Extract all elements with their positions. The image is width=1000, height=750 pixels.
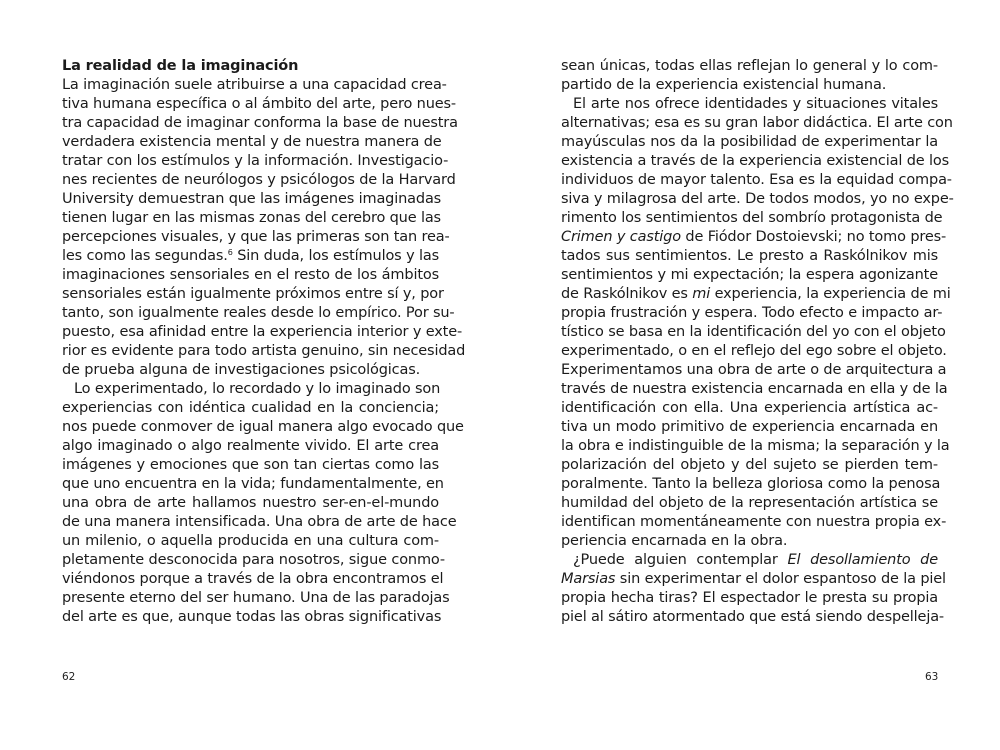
text-line bbox=[561, 190, 954, 209]
text-line bbox=[62, 342, 466, 361]
text-line bbox=[62, 209, 439, 228]
text-line bbox=[561, 285, 951, 304]
text-run: tra capacidad de imaginar conforma la base de nuestra bbox=[62, 115, 458, 131]
text-line bbox=[561, 494, 938, 513]
text-run: del arte es que, aunque todas las obras significativas bbox=[62, 609, 442, 625]
text-line bbox=[62, 76, 447, 95]
text-run: Sin duda, los estímulos y las bbox=[232, 248, 440, 264]
text-run: Lo experimentado, lo recordado y lo imaginado son bbox=[74, 381, 441, 397]
text-line bbox=[561, 57, 938, 76]
text-run: periencia encarnada en la obra. bbox=[561, 533, 788, 549]
text-line bbox=[561, 475, 941, 494]
text-run: tístico se basa en la identificación del yo con el objeto bbox=[561, 324, 946, 340]
text-run: ¿Puede alguien contemplar bbox=[573, 552, 788, 568]
text-run: poralmente. Tanto la belleza gloriosa como la penosa bbox=[561, 476, 941, 492]
text-line bbox=[62, 228, 450, 247]
text-run: identificación con ella. Una experiencia artística ac- bbox=[561, 400, 938, 416]
text-run: siva y milagrosa del arte. De todos modos, yo no expe- bbox=[561, 191, 954, 207]
text-line bbox=[561, 570, 946, 589]
page-number-left: 62 bbox=[62, 671, 76, 683]
text-run: Experimentamos una obra de arte o de arquitectura a bbox=[561, 362, 947, 378]
text-run: de Raskólnikov es bbox=[561, 286, 693, 302]
text-run: identifican momentáneamente con nuestra propia ex- bbox=[561, 514, 947, 530]
text-line bbox=[62, 114, 458, 133]
text-run: pletamente desconocida para nosotros, sigue conmo- bbox=[62, 552, 446, 568]
text-run: tiva un modo primitivo de experiencia encarnada en bbox=[561, 419, 938, 435]
italic-title: mi bbox=[692, 286, 711, 302]
text-line bbox=[561, 323, 946, 342]
text-run: que uno encuentra en la vida; fundamentalmente, en bbox=[62, 476, 444, 492]
text-line bbox=[62, 323, 463, 342]
text-run: de una manera intensificada. Una obra de arte de hace bbox=[62, 514, 457, 530]
text-run: de Fiódor Dostoievski; no tomo pres- bbox=[680, 229, 947, 245]
text-run: tienen lugar en las mismas zonas del cerebro que las bbox=[62, 210, 441, 226]
text-line bbox=[561, 171, 952, 190]
text-line bbox=[561, 456, 938, 475]
text-run: propia frustración y espera. Todo efecto e impacto ar- bbox=[561, 305, 943, 321]
text-line bbox=[62, 418, 464, 437]
text-line bbox=[561, 228, 947, 247]
text-run: alternativas; esa es su gran labor didáctica. El arte con bbox=[561, 115, 953, 131]
text-line bbox=[62, 475, 444, 494]
right-text-column bbox=[561, 57, 954, 627]
italic-title: Marsias bbox=[561, 571, 616, 587]
text-line bbox=[62, 551, 446, 570]
text-run: una obra de arte hallamos nuestro ser-en-el-mundo bbox=[62, 495, 439, 511]
text-line bbox=[62, 513, 457, 532]
text-run: La imaginación suele atribuirse a una capacidad crea- bbox=[62, 77, 447, 93]
text-line bbox=[561, 608, 945, 627]
text-run: piel al sátiro atormentado que está siendo despelleja- bbox=[561, 609, 945, 625]
text-line bbox=[561, 361, 947, 380]
text-line bbox=[561, 342, 947, 361]
left-text-column bbox=[62, 57, 466, 627]
text-line bbox=[561, 114, 953, 133]
text-line bbox=[561, 437, 950, 456]
text-line bbox=[62, 494, 439, 513]
text-run: tiva humana específica o al ámbito del arte, pero nues- bbox=[62, 96, 456, 112]
text-line bbox=[62, 456, 439, 475]
text-line bbox=[62, 247, 439, 266]
text-run: través de nuestra existencia encarnada en ella y de la bbox=[561, 381, 948, 397]
text-run: sin experimentar el dolor espantoso de la piel bbox=[615, 571, 946, 587]
text-run: polarización del objeto y del sujeto se pierden tem- bbox=[561, 457, 938, 473]
text-run: verdadera existencia mental y de nuestra manera de bbox=[62, 134, 442, 150]
text-line bbox=[561, 152, 949, 171]
text-line bbox=[561, 399, 938, 418]
text-run: presente eterno del ser humano. Una de las paradojas bbox=[62, 590, 450, 606]
text-run: experimentado, o en el reflejo del ego sobre el objeto. bbox=[561, 343, 947, 359]
footnote-marker: 6 bbox=[227, 248, 233, 257]
text-line bbox=[62, 152, 449, 171]
text-run: tados sus sentimientos. Le presto a Raskólnikov mis bbox=[561, 248, 938, 264]
text-run: de prueba alguna de investigaciones psicológicas. bbox=[62, 362, 421, 378]
text-run: rior es evidente para todo artista genuino, sin necesidad bbox=[62, 343, 466, 359]
text-run: sentimientos y mi expectación; la espera agonizante bbox=[561, 267, 938, 283]
text-line bbox=[62, 589, 450, 608]
text-line bbox=[561, 247, 938, 266]
text-run: viéndonos porque a través de la obra encontramos el bbox=[62, 571, 444, 587]
text-run: experiencia, la experiencia de mi bbox=[710, 286, 951, 302]
text-line bbox=[561, 266, 938, 285]
text-run: tratar con los estímulos y la información. Investigacio- bbox=[62, 153, 449, 169]
text-run: les como las segundas. bbox=[62, 248, 228, 264]
text-run: El arte nos ofrece identidades y situaciones vitales bbox=[573, 96, 938, 112]
text-run: imaginaciones sensoriales en el resto de los ámbitos bbox=[62, 267, 439, 283]
text-run: nes recientes de neurólogos y psicólogos de la Harvard bbox=[62, 172, 456, 188]
text-run: partido de la experiencia existencial humana. bbox=[561, 77, 887, 93]
text-run: University demuestran que las imágenes imaginadas bbox=[62, 191, 442, 207]
text-run: imágenes y emociones que son tan ciertas como las bbox=[62, 457, 439, 473]
text-line bbox=[62, 266, 439, 285]
text-run: sensoriales están igualmente próximos entre sí y, por bbox=[62, 286, 444, 302]
text-run: tanto, son igualmente reales desde lo empírico. Por su- bbox=[62, 305, 455, 321]
italic-title: El desollamiento de bbox=[787, 552, 939, 568]
text-line bbox=[62, 304, 455, 323]
section-heading: La realidad de la imaginación bbox=[62, 58, 299, 74]
text-run: nos puede conmover de igual manera algo evocado que bbox=[62, 419, 464, 435]
text-run: algo imaginado o algo realmente vivido. El arte crea bbox=[62, 438, 439, 454]
text-line bbox=[561, 513, 947, 532]
text-run: experiencias con idéntica cualidad en la conciencia; bbox=[62, 400, 439, 416]
text-line bbox=[561, 380, 948, 399]
page-number-right: 63 bbox=[925, 671, 939, 683]
italic-title: Crimen y castigo bbox=[561, 229, 681, 245]
text-run: un milenio, o aquella producida en una cultura com- bbox=[62, 533, 439, 549]
text-run: rimento los sentimientos del sombrío protagonista de bbox=[561, 210, 943, 226]
text-run: humildad del objeto de la representación artística se bbox=[561, 495, 938, 511]
text-run: puesto, esa afinidad entre la experiencia interior y exte- bbox=[62, 324, 463, 340]
text-line bbox=[62, 361, 439, 380]
text-run: sean únicas, todas ellas reflejan lo general y lo com- bbox=[561, 58, 938, 74]
text-run: percepciones visuales, y que las primeras son tan rea- bbox=[62, 229, 450, 245]
text-run: la obra e indistinguible de la misma; la separación y la bbox=[561, 438, 950, 454]
text-line bbox=[561, 532, 938, 551]
text-line bbox=[62, 608, 442, 627]
text-line bbox=[62, 399, 439, 418]
text-run: existencia a través de la experiencia existencial de los bbox=[561, 153, 949, 169]
text-line bbox=[561, 95, 938, 114]
text-line bbox=[62, 380, 439, 399]
text-line bbox=[561, 304, 943, 323]
text-line bbox=[561, 418, 938, 437]
text-line bbox=[62, 570, 444, 589]
text-line bbox=[62, 532, 439, 551]
text-line bbox=[62, 171, 456, 190]
text-run: propia hecha tiras? El espectador le presta su propia bbox=[561, 590, 938, 606]
text-run: mayúsculas nos da la posibilidad de experimentar la bbox=[561, 134, 938, 150]
text-line bbox=[561, 209, 943, 228]
text-line bbox=[561, 551, 938, 570]
text-run: individuos de mayor talento. Esa es la equidad compa- bbox=[561, 172, 952, 188]
text-line bbox=[62, 437, 439, 456]
right-page bbox=[500, 0, 1000, 750]
text-line bbox=[62, 133, 442, 152]
text-line bbox=[561, 76, 938, 95]
text-line bbox=[62, 95, 456, 114]
text-line bbox=[62, 190, 442, 209]
text-line bbox=[561, 133, 938, 152]
text-line bbox=[62, 285, 444, 304]
text-line bbox=[561, 589, 938, 608]
